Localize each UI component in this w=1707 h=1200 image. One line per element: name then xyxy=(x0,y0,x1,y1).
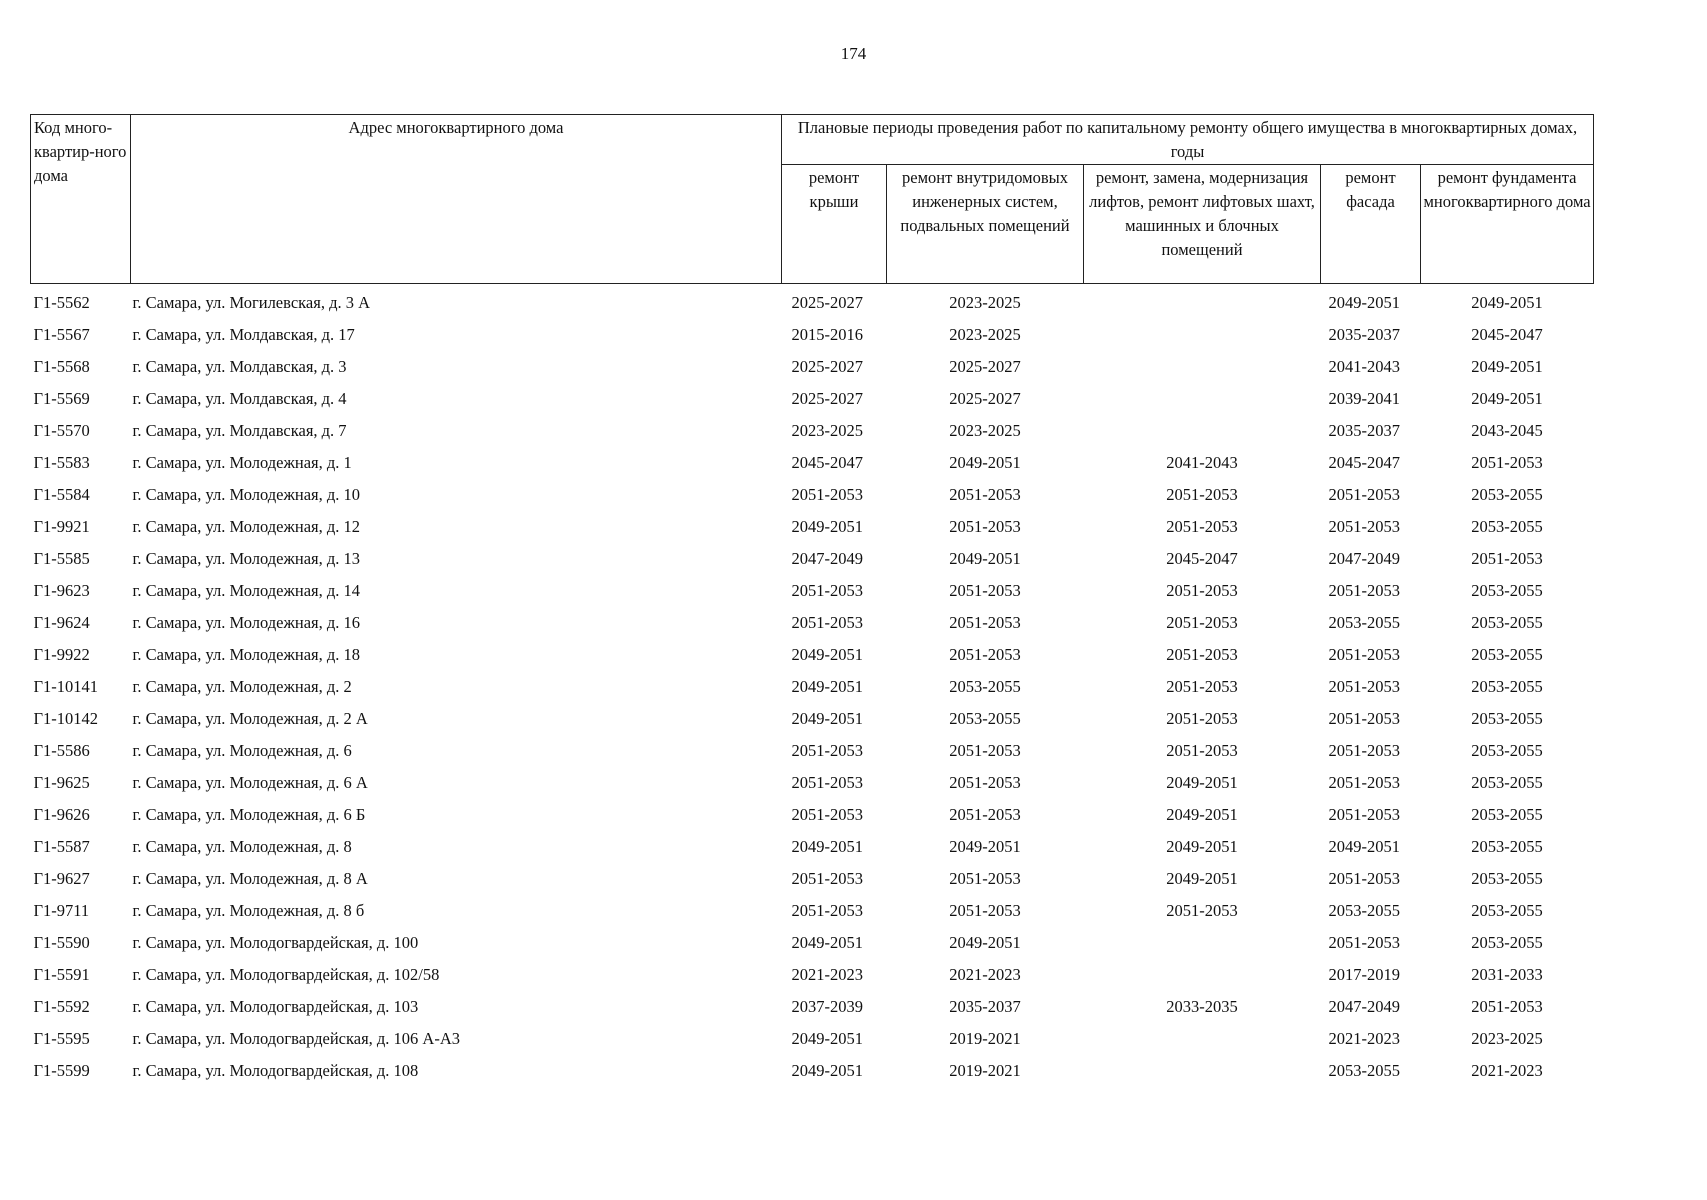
header-engineering-repair: ремонт внутридомовых инженерных систем, подвальных помещений xyxy=(887,165,1084,284)
cell-house-code: Г1-5599 xyxy=(33,1061,90,1080)
table-body xyxy=(31,284,1594,1088)
cell-foundation-period: 2021-2023 xyxy=(1471,1061,1543,1080)
cell-facade-period: 2051-2053 xyxy=(1328,741,1400,760)
cell-lift-period: 2033-2035 xyxy=(1166,997,1238,1016)
cell-engineering-period: 2051-2053 xyxy=(949,613,1021,632)
cell-foundation-period: 2049-2051 xyxy=(1471,357,1543,376)
cell-foundation-period: 2023-2025 xyxy=(1471,1029,1543,1048)
cell-foundation-period: 2053-2055 xyxy=(1471,517,1543,536)
cell-roof-period: 2049-2051 xyxy=(791,645,863,664)
cell-lift-period: 2051-2053 xyxy=(1166,645,1238,664)
cell-foundation-period: 2053-2055 xyxy=(1471,837,1543,856)
cell-engineering-period: 2051-2053 xyxy=(949,517,1021,536)
cell-address: г. Самара, ул. Молодежная, д. 18 xyxy=(132,645,361,664)
cell-address: г. Самара, ул. Молодогвардейская, д. 102/58 xyxy=(132,965,440,984)
cell-engineering-period: 2019-2021 xyxy=(949,1029,1021,1048)
table-row xyxy=(31,351,1594,383)
cell-house-code: Г1-5568 xyxy=(33,357,90,376)
cell-roof-period: 2025-2027 xyxy=(791,357,863,376)
cell-house-code: Г1-9626 xyxy=(33,805,90,824)
cell-foundation-period: 2053-2055 xyxy=(1471,677,1543,696)
cell-address: г. Самара, ул. Молодежная, д. 8 б xyxy=(132,901,365,920)
cell-facade-period: 2051-2053 xyxy=(1328,709,1400,728)
cell-roof-period: 2049-2051 xyxy=(791,709,863,728)
table-row xyxy=(31,767,1594,799)
table-row xyxy=(31,447,1594,479)
cell-address: г. Самара, ул. Молодежная, д. 16 xyxy=(132,613,361,632)
cell-lift-period: 2051-2053 xyxy=(1166,741,1238,760)
cell-house-code: Г1-5585 xyxy=(33,549,90,568)
table-row xyxy=(31,671,1594,703)
cell-foundation-period: 2053-2055 xyxy=(1471,933,1543,952)
cell-roof-period: 2025-2027 xyxy=(791,293,863,312)
cell-lift-period xyxy=(1084,383,1321,415)
cell-lift-period: 2049-2051 xyxy=(1166,773,1238,792)
cell-engineering-period: 2023-2025 xyxy=(949,325,1021,344)
cell-lift-period: 2051-2053 xyxy=(1166,901,1238,920)
cell-roof-period: 2049-2051 xyxy=(791,837,863,856)
table-row xyxy=(31,383,1594,415)
cell-address: г. Самара, ул. Молодежная, д. 6 А xyxy=(132,773,368,792)
cell-address: г. Самара, ул. Молдавская, д. 7 xyxy=(132,421,347,440)
table-row xyxy=(31,1055,1594,1087)
cell-house-code: Г1-5586 xyxy=(33,741,90,760)
cell-lift-period: 2051-2053 xyxy=(1166,581,1238,600)
cell-foundation-period: 2053-2055 xyxy=(1471,613,1543,632)
cell-house-code: Г1-5584 xyxy=(33,485,90,504)
cell-house-code: Г1-5569 xyxy=(33,389,90,408)
cell-roof-period: 2051-2053 xyxy=(791,485,863,504)
header-roof-repair: ремонт крыши xyxy=(782,165,887,284)
header-house-code: Код много-квартир-ного дома xyxy=(31,115,131,284)
cell-facade-period: 2021-2023 xyxy=(1328,1029,1400,1048)
cell-house-code: Г1-9711 xyxy=(33,901,90,920)
table-row xyxy=(31,703,1594,735)
header-planned-periods: Плановые периоды проведения работ по капитальному ремонту общего имущества в многоквартирных домах, годы xyxy=(782,115,1594,165)
table-row xyxy=(31,607,1594,639)
cell-facade-period: 2039-2041 xyxy=(1328,389,1400,408)
cell-foundation-period: 2051-2053 xyxy=(1471,453,1543,472)
table-header xyxy=(31,115,1594,284)
cell-facade-period: 2051-2053 xyxy=(1328,805,1400,824)
capital-repair-schedule-table xyxy=(30,114,1594,1087)
cell-house-code: Г1-5591 xyxy=(33,965,90,984)
table-row xyxy=(31,319,1594,351)
cell-engineering-period: 2025-2027 xyxy=(949,389,1021,408)
cell-address: г. Самара, ул. Молдавская, д. 3 xyxy=(132,357,347,376)
cell-engineering-period: 2025-2027 xyxy=(949,357,1021,376)
cell-lift-period xyxy=(1084,319,1321,351)
cell-roof-period: 2051-2053 xyxy=(791,741,863,760)
cell-engineering-period: 2019-2021 xyxy=(949,1061,1021,1080)
cell-facade-period: 2041-2043 xyxy=(1328,357,1400,376)
cell-address: г. Самара, ул. Молодежная, д. 10 xyxy=(132,485,361,504)
cell-facade-period: 2049-2051 xyxy=(1328,837,1400,856)
cell-roof-period: 2051-2053 xyxy=(791,869,863,888)
cell-facade-period: 2049-2051 xyxy=(1328,293,1400,312)
cell-lift-period xyxy=(1084,284,1321,320)
cell-facade-period: 2051-2053 xyxy=(1328,581,1400,600)
cell-address: г. Самара, ул. Молодежная, д. 14 xyxy=(132,581,361,600)
cell-roof-period: 2049-2051 xyxy=(791,1061,863,1080)
cell-foundation-period: 2053-2055 xyxy=(1471,581,1543,600)
cell-foundation-period: 2049-2051 xyxy=(1471,293,1543,312)
cell-address: г. Самара, ул. Молодежная, д. 8 xyxy=(132,837,352,856)
cell-roof-period: 2051-2053 xyxy=(791,773,863,792)
cell-address: г. Самара, ул. Молодежная, д. 6 Б xyxy=(132,805,366,824)
cell-address: г. Самара, ул. Молодежная, д. 1 xyxy=(132,453,352,472)
cell-engineering-period: 2051-2053 xyxy=(949,485,1021,504)
cell-roof-period: 2047-2049 xyxy=(791,549,863,568)
cell-engineering-period: 2051-2053 xyxy=(949,741,1021,760)
cell-facade-period: 2017-2019 xyxy=(1328,965,1400,984)
table-row xyxy=(31,575,1594,607)
cell-foundation-period: 2053-2055 xyxy=(1471,805,1543,824)
cell-foundation-period: 2053-2055 xyxy=(1471,645,1543,664)
cell-house-code: Г1-9922 xyxy=(33,645,90,664)
cell-facade-period: 2051-2053 xyxy=(1328,677,1400,696)
table-row xyxy=(31,991,1594,1023)
header-lift-repair: ремонт, замена, модернизация лифтов, ремонт лифтовых шахт, машинных и блочных помещений xyxy=(1084,165,1321,284)
cell-house-code: Г1-5590 xyxy=(33,933,90,952)
cell-foundation-period: 2043-2045 xyxy=(1471,421,1543,440)
cell-engineering-period: 2049-2051 xyxy=(949,933,1021,952)
cell-lift-period: 2051-2053 xyxy=(1166,677,1238,696)
cell-lift-period xyxy=(1084,927,1321,959)
cell-lift-period: 2051-2053 xyxy=(1166,709,1238,728)
cell-lift-period: 2041-2043 xyxy=(1166,453,1238,472)
page-number: 174 xyxy=(840,44,867,63)
table-row xyxy=(31,415,1594,447)
table-row xyxy=(31,284,1594,320)
cell-engineering-period: 2051-2053 xyxy=(949,869,1021,888)
cell-engineering-period: 2023-2025 xyxy=(949,293,1021,312)
cell-address: г. Самара, ул. Молодежная, д. 2 А xyxy=(132,709,368,728)
cell-engineering-period: 2049-2051 xyxy=(949,549,1021,568)
cell-roof-period: 2037-2039 xyxy=(791,997,863,1016)
table-row xyxy=(31,511,1594,543)
cell-house-code: Г1-10141 xyxy=(33,677,99,696)
cell-facade-period: 2035-2037 xyxy=(1328,325,1400,344)
cell-address: г. Самара, ул. Молдавская, д. 17 xyxy=(132,325,355,344)
cell-engineering-period: 2051-2053 xyxy=(949,805,1021,824)
cell-roof-period: 2021-2023 xyxy=(791,965,863,984)
table-row xyxy=(31,927,1594,959)
cell-engineering-period: 2049-2051 xyxy=(949,453,1021,472)
table-row xyxy=(31,543,1594,575)
cell-engineering-period: 2035-2037 xyxy=(949,997,1021,1016)
cell-facade-period: 2047-2049 xyxy=(1328,997,1400,1016)
cell-lift-period: 2049-2051 xyxy=(1166,805,1238,824)
cell-address: г. Самара, ул. Молодежная, д. 6 xyxy=(132,741,352,760)
cell-lift-period xyxy=(1084,1023,1321,1055)
cell-house-code: Г1-10142 xyxy=(33,709,99,728)
cell-roof-period: 2049-2051 xyxy=(791,1029,863,1048)
cell-roof-period: 2051-2053 xyxy=(791,805,863,824)
cell-address: г. Самара, ул. Молодогвардейская, д. 106 А-А3 xyxy=(132,1029,461,1048)
cell-facade-period: 2051-2053 xyxy=(1328,773,1400,792)
table-row xyxy=(31,959,1594,991)
cell-facade-period: 2035-2037 xyxy=(1328,421,1400,440)
cell-engineering-period: 2023-2025 xyxy=(949,421,1021,440)
cell-roof-period: 2023-2025 xyxy=(791,421,863,440)
cell-lift-period: 2049-2051 xyxy=(1166,869,1238,888)
cell-lift-period: 2051-2053 xyxy=(1166,517,1238,536)
cell-roof-period: 2051-2053 xyxy=(791,901,863,920)
cell-roof-period: 2051-2053 xyxy=(791,581,863,600)
cell-house-code: Г1-5583 xyxy=(33,453,90,472)
table-row xyxy=(31,863,1594,895)
cell-facade-period: 2047-2049 xyxy=(1328,549,1400,568)
table-row xyxy=(31,799,1594,831)
cell-foundation-period: 2051-2053 xyxy=(1471,549,1543,568)
cell-facade-period: 2053-2055 xyxy=(1328,901,1400,920)
cell-house-code: Г1-9623 xyxy=(33,581,90,600)
cell-roof-period: 2045-2047 xyxy=(791,453,863,472)
table-row xyxy=(31,735,1594,767)
cell-lift-period: 2049-2051 xyxy=(1166,837,1238,856)
cell-house-code: Г1-5595 xyxy=(33,1029,90,1048)
cell-address: г. Самара, ул. Молодежная, д. 8 А xyxy=(132,869,368,888)
cell-engineering-period: 2051-2053 xyxy=(949,773,1021,792)
cell-facade-period: 2051-2053 xyxy=(1328,645,1400,664)
header-facade-repair: ремонт фасада xyxy=(1321,165,1421,284)
cell-foundation-period: 2045-2047 xyxy=(1471,325,1543,344)
cell-foundation-period: 2053-2055 xyxy=(1471,709,1543,728)
cell-foundation-period: 2053-2055 xyxy=(1471,741,1543,760)
cell-foundation-period: 2053-2055 xyxy=(1471,901,1543,920)
cell-lift-period: 2051-2053 xyxy=(1166,485,1238,504)
cell-roof-period: 2049-2051 xyxy=(791,517,863,536)
cell-roof-period: 2025-2027 xyxy=(791,389,863,408)
cell-engineering-period: 2051-2053 xyxy=(949,581,1021,600)
cell-house-code: Г1-9624 xyxy=(33,613,90,632)
cell-lift-period xyxy=(1084,351,1321,383)
table-row xyxy=(31,479,1594,511)
cell-facade-period: 2051-2053 xyxy=(1328,933,1400,952)
cell-address: г. Самара, ул. Молдавская, д. 4 xyxy=(132,389,347,408)
cell-facade-period: 2053-2055 xyxy=(1328,613,1400,632)
cell-foundation-period: 2053-2055 xyxy=(1471,773,1543,792)
cell-facade-period: 2051-2053 xyxy=(1328,517,1400,536)
cell-foundation-period: 2031-2033 xyxy=(1471,965,1543,984)
cell-engineering-period: 2051-2053 xyxy=(949,645,1021,664)
cell-house-code: Г1-5587 xyxy=(33,837,90,856)
cell-facade-period: 2053-2055 xyxy=(1328,1061,1400,1080)
cell-roof-period: 2049-2051 xyxy=(791,933,863,952)
cell-lift-period: 2045-2047 xyxy=(1166,549,1238,568)
table-row xyxy=(31,831,1594,863)
cell-engineering-period: 2053-2055 xyxy=(949,677,1021,696)
cell-roof-period: 2015-2016 xyxy=(791,325,863,344)
cell-address: г. Самара, ул. Молодогвардейская, д. 103 xyxy=(132,997,419,1016)
cell-lift-period xyxy=(1084,959,1321,991)
cell-house-code: Г1-5562 xyxy=(33,293,90,312)
cell-address: г. Самара, ул. Молодежная, д. 12 xyxy=(132,517,361,536)
cell-address: г. Самара, ул. Молодогвардейская, д. 100 xyxy=(132,933,419,952)
cell-house-code: Г1-5570 xyxy=(33,421,90,440)
cell-foundation-period: 2053-2055 xyxy=(1471,869,1543,888)
cell-house-code: Г1-9625 xyxy=(33,773,90,792)
cell-foundation-period: 2049-2051 xyxy=(1471,389,1543,408)
cell-roof-period: 2051-2053 xyxy=(791,613,863,632)
cell-lift-period: 2051-2053 xyxy=(1166,613,1238,632)
cell-foundation-period: 2053-2055 xyxy=(1471,485,1543,504)
header-address: Адрес многоквартирного дома xyxy=(131,115,782,284)
cell-house-code: Г1-9627 xyxy=(33,869,90,888)
cell-house-code: Г1-5567 xyxy=(33,325,90,344)
header-foundation-repair: ремонт фундамента многоквартирного дома xyxy=(1421,165,1594,284)
cell-engineering-period: 2049-2051 xyxy=(949,837,1021,856)
cell-address: г. Самара, ул. Могилевская, д. 3 А xyxy=(132,293,371,312)
cell-address: г. Самара, ул. Молодежная, д. 13 xyxy=(132,549,361,568)
cell-lift-period xyxy=(1084,415,1321,447)
cell-house-code: Г1-5592 xyxy=(33,997,90,1016)
cell-engineering-period: 2053-2055 xyxy=(949,709,1021,728)
cell-address: г. Самара, ул. Молодежная, д. 2 xyxy=(132,677,352,696)
cell-facade-period: 2051-2053 xyxy=(1328,485,1400,504)
cell-foundation-period: 2051-2053 xyxy=(1471,997,1543,1016)
table-row xyxy=(31,639,1594,671)
table-row xyxy=(31,895,1594,927)
cell-facade-period: 2045-2047 xyxy=(1328,453,1400,472)
cell-address: г. Самара, ул. Молодогвардейская, д. 108 xyxy=(132,1061,419,1080)
cell-house-code: Г1-9921 xyxy=(33,517,90,536)
table-row xyxy=(31,1023,1594,1055)
cell-engineering-period: 2051-2053 xyxy=(949,901,1021,920)
cell-engineering-period: 2021-2023 xyxy=(949,965,1021,984)
cell-roof-period: 2049-2051 xyxy=(791,677,863,696)
cell-lift-period xyxy=(1084,1055,1321,1087)
cell-facade-period: 2051-2053 xyxy=(1328,869,1400,888)
